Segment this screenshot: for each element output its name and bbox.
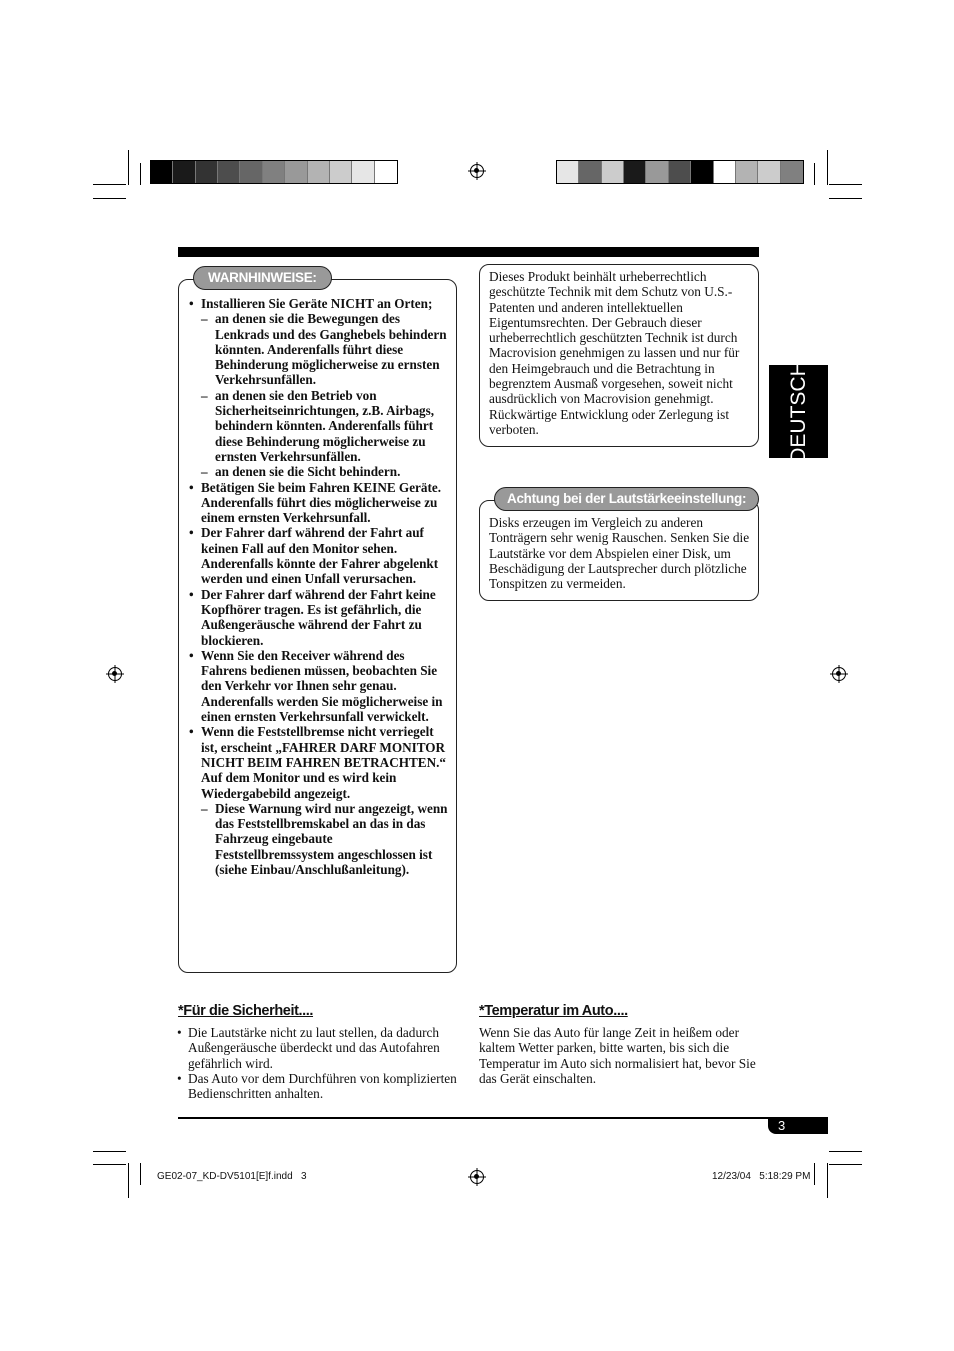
crop-mark: [140, 1163, 141, 1185]
warning-item: [179, 480, 453, 526]
warning-item: [179, 648, 453, 724]
color-swatch: [714, 161, 736, 183]
color-swatch: [758, 161, 780, 183]
page-number-tab: [768, 1117, 828, 1134]
warning-item: [179, 587, 453, 648]
color-swatch: [579, 161, 601, 183]
color-swatch: [557, 161, 579, 183]
macrovision-text: Dieses Produkt beinhält urheberrechtlich geschützte Technik mit dem Schutz von U.S.-Patenten und anderen intellektuellen Eigentumsrechten. Der Gebrauch dieser urheberrechtlich geschützten Technik ist durch Macrovision genehmigen zu lassen und nur für den Heimgebrauch und die Betrachtung in begrenztem Ausmaß vorgesehen, soweit nicht ausdrücklich von Macrovision genehmigt. Rückwärtige Entwicklung oder Zerlegung ist verboten.: [489, 269, 740, 437]
registration-mark-icon: [108, 667, 122, 681]
color-swatch: [691, 161, 713, 183]
warning-subitem: – an denen sie die Bewegungen des Lenkrads und des Ganghebels behindern könnten. Anderenfalls führt diese Behinderung möglicherweise zu ernsten Verkehrsunfällen.: [201, 311, 453, 387]
safety-item: • Das Auto vor dem Durchführen von komplizierten Bedienschritten anhalten.: [177, 1071, 457, 1102]
warning-subitem: – Diese Warnung wird nur angezeigt, wenn das Feststellbremskabel an das in das Fahrzeug eingebaute Feststellbremssystem angeschlossen ist (siehe Einbau/Anschlußanleitung).: [201, 801, 453, 877]
crop-mark: [93, 198, 126, 199]
color-swatch: [330, 161, 352, 183]
warnings-title: WARNHINWEISE:: [193, 266, 332, 290]
language-tab-label: DEUTSCH: [786, 360, 810, 463]
color-swatch: [263, 161, 285, 183]
crop-mark: [128, 1163, 129, 1198]
safety-heading: *Für die Sicherheit....: [178, 1003, 314, 1019]
color-swatch: [602, 161, 624, 183]
warning-subitem: – an denen sie den Betrieb von Sicherheitseinrichtungen, z.B. Airbags, behindern könnten. Anderenfalls führt diese Behinderung möglicherweise zu ernsten Verkehrsunfällen.: [201, 388, 453, 464]
warnings-box: [178, 279, 457, 973]
crop-mark: [93, 184, 126, 185]
color-swatch: [669, 161, 691, 183]
header-rule: [178, 247, 759, 257]
page-number: 3: [778, 1118, 786, 1133]
warning-subitem: – an denen sie die Sicht behindern.: [201, 464, 453, 479]
warnings-list: [179, 296, 456, 877]
warning-item-text: Der Fahrer darf während der Fahrt auf keinen Fall auf den Monitor sehen. Anderenfalls könnte der Fahrer abgelenkt werden und einen Unfall verursachen.: [201, 525, 439, 587]
color-swatch: [218, 161, 240, 183]
temperature-heading: *Temperatur im Auto....: [479, 1003, 628, 1019]
warning-item-text: Betätigen Sie beim Fahren KEINE Geräte. Anderenfalls führt dies möglicherweise zu einem ernsten Verkehrsunfall.: [201, 479, 442, 526]
warning-item-text: Wenn die Feststellbremse nicht verriegelt ist, erscheint „FAHRER DARF MONITOR NICHT BEIM FAHREN BETRACHTEN.“ Auf dem Monitor und es wird kein Wiedergabebild angezeigt.: [201, 724, 446, 801]
warning-item-text: Installieren Sie Geräte NICHT an Orten;: [201, 296, 433, 311]
volume-text: Disks erzeugen im Vergleich zu anderen Tonträgern sehr wenig Rauschen. Senken Sie die Lautstärke vor dem Abspielen einer Disk, um Beschädigung der Lautsprecher durch plötzliche Tonspitzen zu vermeiden.: [489, 515, 750, 592]
macrovision-box: [479, 264, 759, 447]
color-swatch: [736, 161, 758, 183]
warning-item-text: Der Fahrer darf während der Fahrt keine Kopfhörer tragen. Es ist gefährlich, die Außengeräusche während der Fahrt zu blockieren.: [201, 586, 436, 648]
color-calibration-bar-left: [150, 160, 398, 184]
warning-subitems: [201, 801, 453, 877]
crop-mark: [93, 1151, 126, 1152]
warning-item: [179, 525, 453, 586]
crop-mark: [93, 1164, 126, 1165]
color-swatch: [196, 161, 218, 183]
warning-item: [179, 724, 453, 877]
warning-subitems: [201, 311, 453, 479]
crop-mark: [128, 150, 129, 185]
warning-item: [179, 296, 453, 480]
crop-mark: [829, 1164, 862, 1165]
footer-rule: [178, 1117, 828, 1119]
safety-item: • Die Lautstärke nicht zu laut stellen, da dadurch Außengeräusche überdeckt und das Autofahren gefährlich wird.: [177, 1025, 457, 1071]
color-swatch: [624, 161, 646, 183]
color-swatch: [646, 161, 668, 183]
color-swatch: [151, 161, 173, 183]
registration-mark-icon: [832, 667, 846, 681]
registration-mark-icon: [470, 164, 484, 178]
crop-mark: [827, 150, 828, 185]
safety-list: [177, 1025, 457, 1101]
volume-box: [479, 500, 759, 601]
color-swatch: [308, 161, 330, 183]
footer-file-info: GE02-07_KD-DV5101[E]f.indd 3: [157, 1171, 307, 1182]
color-swatch: [352, 161, 374, 183]
warning-item-text: Wenn Sie den Receiver während des Fahrens bedienen müssen, beobachten Sie den Verkehr vor Ihnen sehr genau. Anderenfalls werden Sie möglicherweise in einen ernsten Verkehrsunfall verwickelt.: [201, 647, 443, 725]
crop-mark: [829, 1151, 862, 1152]
volume-title: Achtung bei der Lautstärkeeinstellung:: [494, 487, 759, 511]
registration-mark-icon: [470, 1170, 484, 1184]
color-swatch: [285, 161, 307, 183]
color-swatch: [173, 161, 195, 183]
crop-mark: [814, 1163, 815, 1185]
crop-mark: [829, 198, 862, 199]
crop-mark: [829, 184, 862, 185]
footer-date: 12/23/04 5:18:29 PM: [712, 1171, 811, 1182]
crop-mark: [140, 163, 141, 185]
color-calibration-bar-right: [556, 160, 804, 184]
crop-mark: [814, 163, 815, 185]
temperature-text: Wenn Sie das Auto für lange Zeit in heißem oder kaltem Wetter parken, bitte warten, bis sich die Temperatur im Auto sich normalisiert hat, bevor Sie das Gerät einschalten.: [479, 1025, 756, 1086]
color-swatch: [240, 161, 262, 183]
language-tab: [769, 360, 828, 463]
color-swatch: [375, 161, 397, 183]
crop-mark: [827, 1163, 828, 1198]
color-swatch: [781, 161, 803, 183]
